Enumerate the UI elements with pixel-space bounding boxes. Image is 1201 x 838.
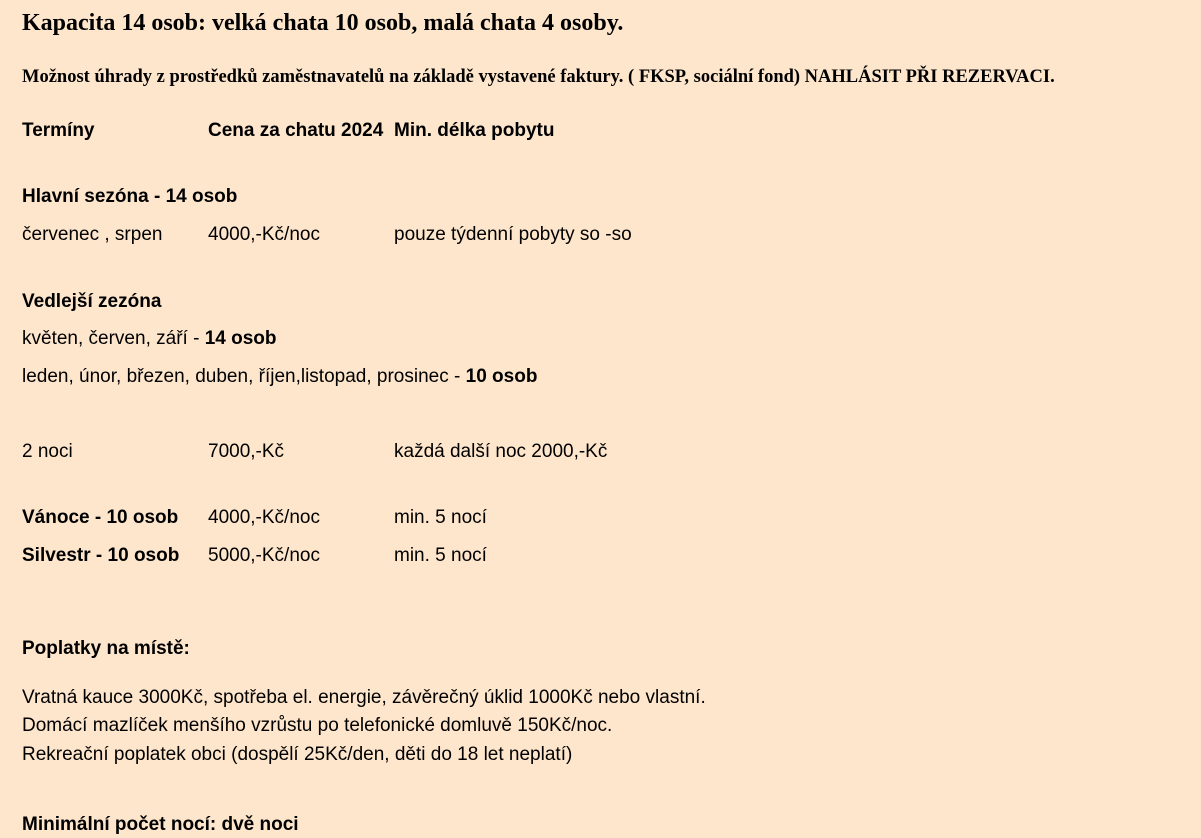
- capacity-heading: Kapacita 14 osob: velká chata 10 osob, malá chata 4 osoby.: [22, 10, 624, 36]
- header-min-stay: Min. délka pobytu: [394, 120, 555, 141]
- minimum-nights: Minimální počet nocí: dvě noci: [22, 814, 299, 835]
- fees-line-pet: Domácí mazlíček menšího vzrůstu po telefonické domluvě 150Kč/noc.: [22, 715, 613, 736]
- off-season-line-2-bold: 10 osob: [465, 366, 538, 387]
- off-season-line-2: [22, 367, 537, 386]
- holiday-new-year-name: Silvestr - 10 osob: [22, 545, 180, 566]
- header-terms: Termíny: [22, 120, 95, 141]
- main-season-price: 4000,-Kč/noc: [208, 224, 320, 245]
- holiday-new-year-min: min. 5 nocí: [394, 545, 487, 566]
- off-season-line-1-bold: 14 osob: [204, 328, 277, 349]
- off-season-line-2-text: leden, únor, březen, duben, říjen,listopad, prosinec -: [22, 366, 466, 387]
- holiday-christmas-price: 4000,-Kč/noc: [208, 507, 320, 528]
- fees-title: Poplatky na místě:: [22, 638, 190, 659]
- main-season-note: pouze týdenní pobyty so -so: [394, 224, 632, 245]
- off-season-line-1-text: květen, červen, září -: [22, 328, 205, 349]
- off-season-title: Vedlejší zezóna: [22, 291, 162, 312]
- off-season-note: každá další noc 2000,-Kč: [394, 441, 608, 462]
- off-season-price: 7000,-Kč: [208, 441, 285, 462]
- payment-note: Možnost úhrady z prostředků zaměstnavatelů na základě vystavené faktury. ( FKSP, sociální fond) NAHLÁSIT PŘI REZERVACI.: [22, 67, 1055, 87]
- main-season-title: Hlavní sezóna - 14 osob: [22, 186, 238, 207]
- header-price: Cena za chatu 2024: [208, 120, 384, 141]
- fees-line-tax: Rekreační poplatek obci (dospělí 25Kč/den, děti do 18 let neplatí): [22, 744, 573, 765]
- holiday-christmas-name: Vánoce - 10 osob: [22, 507, 179, 528]
- off-season-line-1: [22, 329, 277, 348]
- main-season-months: červenec , srpen: [22, 224, 163, 245]
- holiday-new-year-price: 5000,-Kč/noc: [208, 545, 320, 566]
- fees-line-deposit: Vratná kauce 3000Kč, spotřeba el. energie, závěrečný úklid 1000Kč nebo vlastní.: [22, 687, 706, 708]
- off-season-nights: 2 noci: [22, 441, 73, 462]
- holiday-christmas-min: min. 5 nocí: [394, 507, 487, 528]
